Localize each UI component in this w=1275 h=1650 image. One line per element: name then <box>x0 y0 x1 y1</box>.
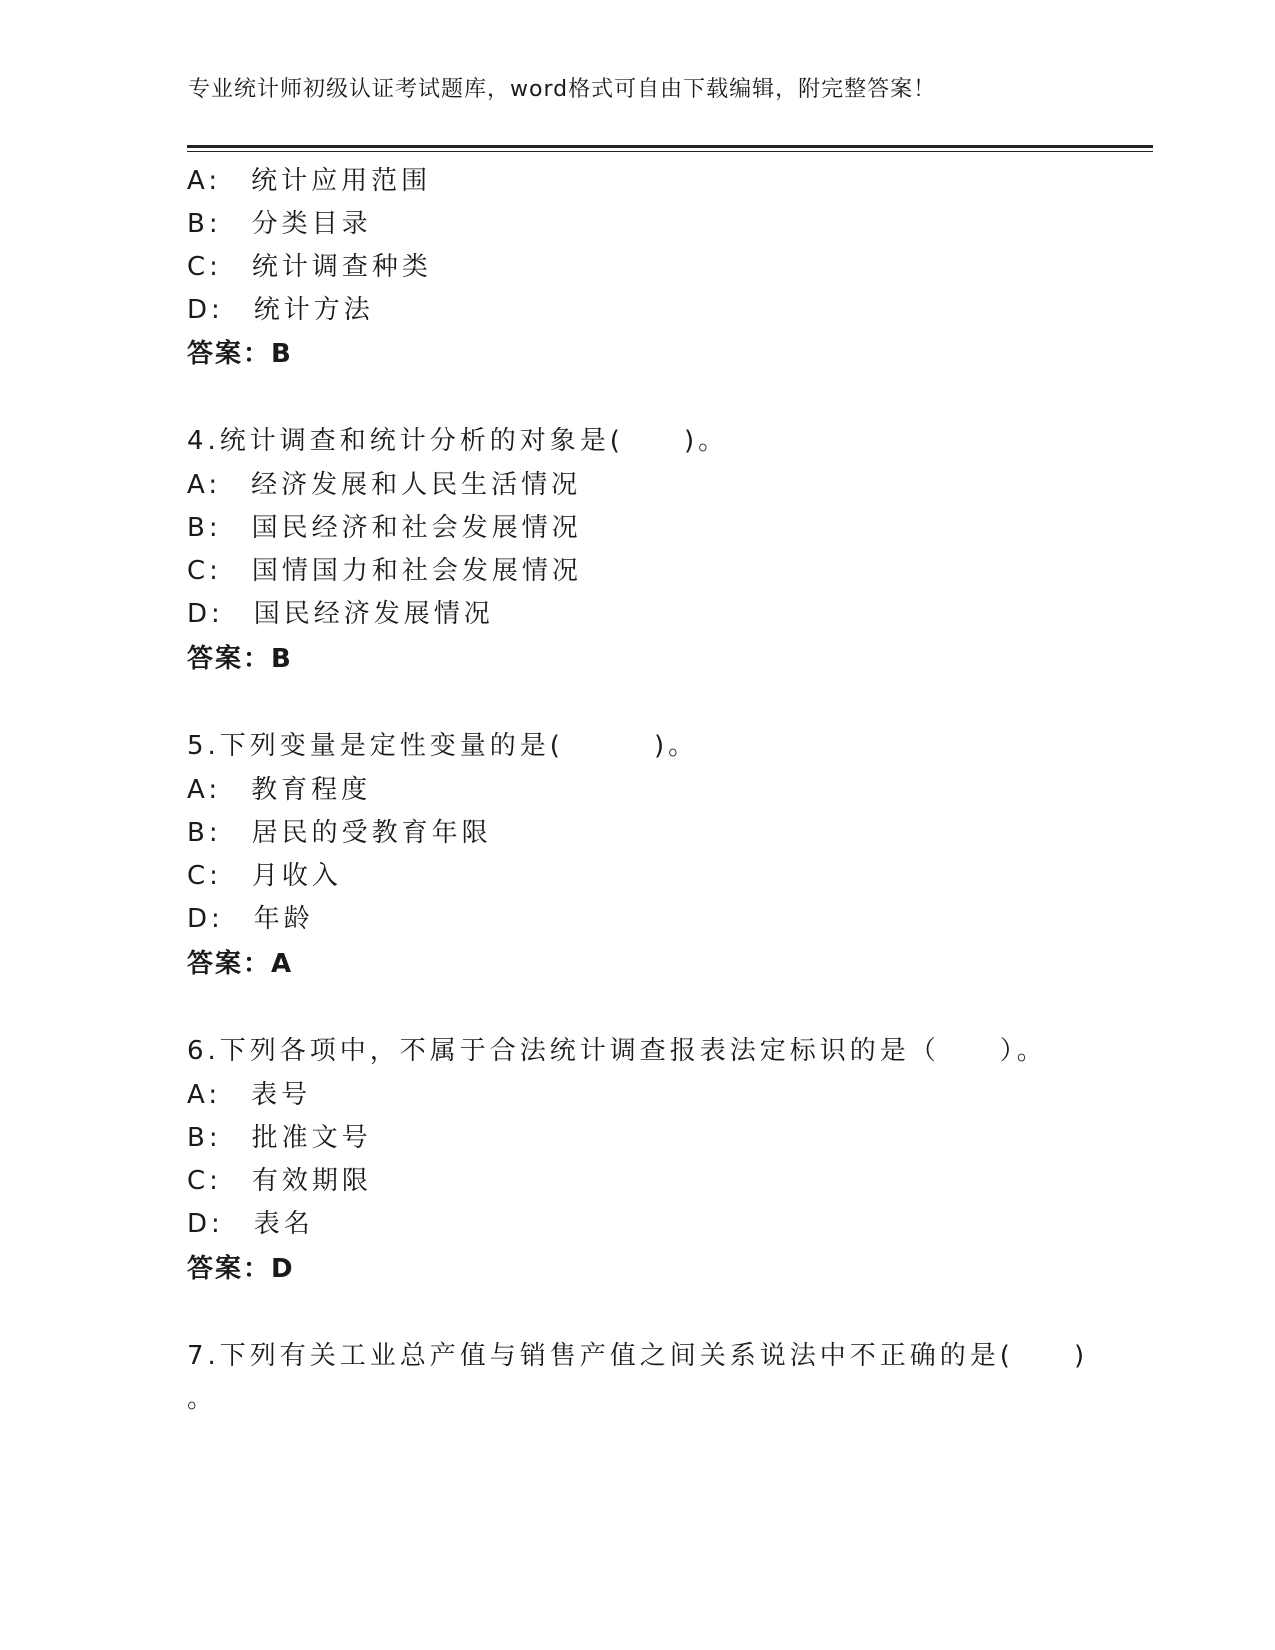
q3-answer-label: 答案： <box>187 339 272 369</box>
q6-option-b: B: 批准文号 <box>187 1123 372 1153</box>
q5-option-c: C: 月收入 <box>187 861 342 891</box>
q5-option-b: B: 居民的受教育年限 <box>187 818 492 848</box>
q6-answer-value: D <box>271 1254 295 1284</box>
q4-option-d: D: 国民经济发展情况 <box>187 599 494 629</box>
q5-question: 5.下列变量是定性变量的是( )。 <box>187 731 699 761</box>
q3-answer <box>187 333 293 370</box>
header-rule-thick <box>187 145 1153 148</box>
q4-option-a: A: 经济发展和人民生活情况 <box>187 470 582 500</box>
q5-answer <box>187 943 293 980</box>
q5-option-d: D: 年龄 <box>187 904 314 934</box>
q5-option-a: A: 教育程度 <box>187 775 372 805</box>
q7-question-continuation: 。 <box>187 1384 218 1414</box>
q5-answer-value: A <box>271 949 294 979</box>
q3-option-a: A: 统计应用范围 <box>187 166 432 196</box>
q7-question: 7.下列有关工业总产值与销售产值之间关系说法中不正确的是( ) <box>187 1341 1089 1371</box>
q3-answer-value: B <box>271 339 293 369</box>
q6-question: 6.下列各项中，不属于合法统计调查报表法定标识的是（ ）。 <box>187 1036 1047 1066</box>
document-header: 专业统计师初级认证考试题库，word格式可自由下载编辑，附完整答案！ <box>188 77 937 102</box>
q4-answer-value: B <box>271 644 293 674</box>
q3-option-c: C: 统计调查种类 <box>187 252 432 282</box>
q4-option-b: B: 国民经济和社会发展情况 <box>187 513 582 543</box>
q6-option-c: C: 有效期限 <box>187 1166 372 1196</box>
q6-option-a: A: 表号 <box>187 1080 312 1110</box>
q4-answer-label: 答案： <box>187 644 272 674</box>
q3-option-b: B: 分类目录 <box>187 209 372 239</box>
q3-option-d: D: 统计方法 <box>187 295 374 325</box>
q4-answer <box>187 638 293 675</box>
q6-answer-label: 答案： <box>187 1254 272 1284</box>
header-rule-thin <box>187 151 1153 152</box>
q4-question: 4.统计调查和统计分析的对象是( )。 <box>187 426 729 456</box>
q6-answer <box>187 1248 295 1285</box>
q6-option-d: D: 表名 <box>187 1209 314 1239</box>
q5-answer-label: 答案： <box>187 949 272 979</box>
q4-option-c: C: 国情国力和社会发展情况 <box>187 556 582 586</box>
